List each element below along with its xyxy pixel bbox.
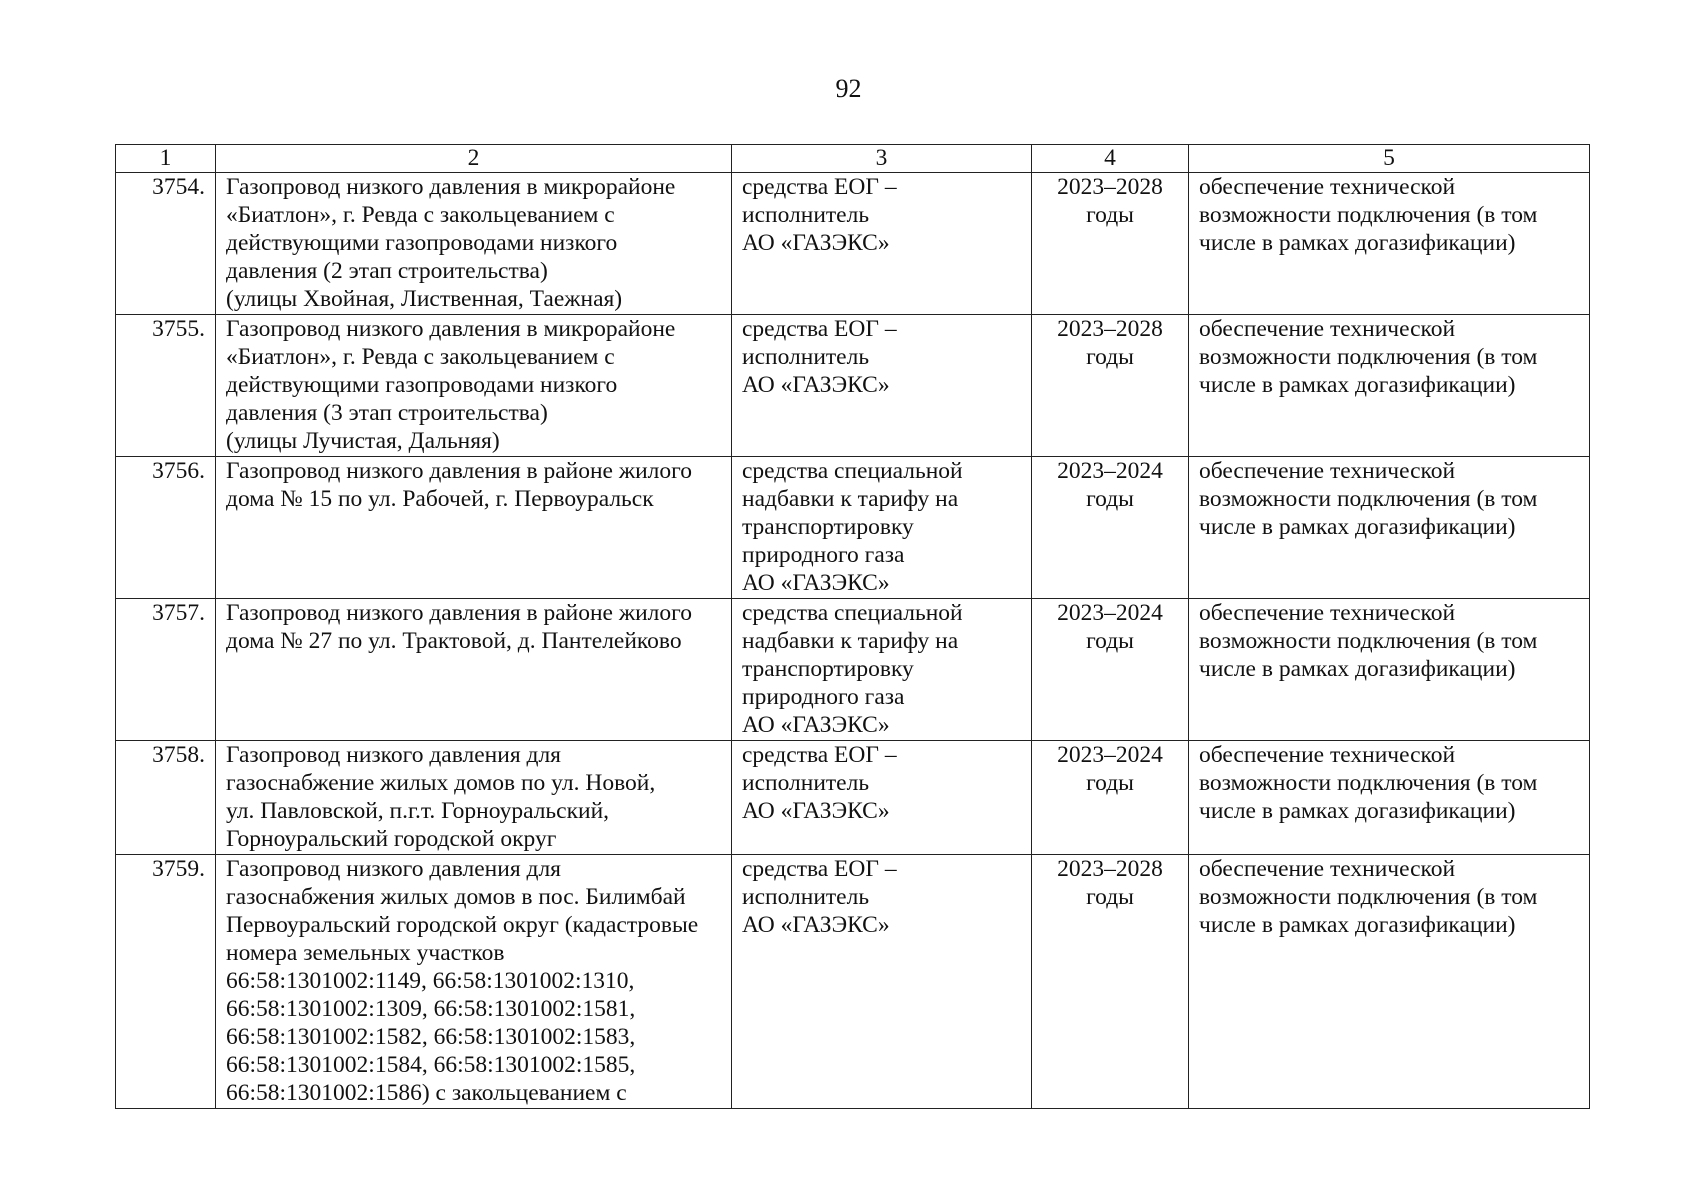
table-row: [116, 315, 1590, 457]
text-line: числе в рамках догазификации): [1199, 912, 1516, 938]
funding-source: [732, 855, 1032, 1109]
text-line: АО «ГАЗЭКС»: [742, 372, 890, 398]
text-line: 66:58:1301002:1584, 66:58:1301002:1585,: [226, 1052, 636, 1078]
column-header-4: 4: [1032, 145, 1189, 173]
text-line: дома № 27 по ул. Трактовой, д. Пантелейково: [226, 628, 682, 654]
text-line: АО «ГАЗЭКС»: [742, 798, 890, 824]
text-line: Газопровод низкого давления в районе жилого: [226, 600, 692, 626]
text-line: годы: [1086, 770, 1134, 796]
text-line: годы: [1086, 344, 1134, 370]
table-row: [116, 599, 1590, 741]
text-line: средства ЕОГ –: [742, 856, 897, 882]
implementation-period: [1032, 173, 1189, 315]
text-line: газоснабжение жилых домов по ул. Новой,: [226, 770, 656, 796]
text-line: действующими газопроводами низкого: [226, 372, 618, 398]
text-line: действующими газопроводами низкого: [226, 230, 618, 256]
text-line: средства специальной: [742, 458, 963, 484]
text-line: числе в рамках догазификации): [1199, 514, 1516, 540]
text-line: 66:58:1301002:1309, 66:58:1301002:1581,: [226, 996, 636, 1022]
text-line: ул. Павловской, п.г.т. Горноуральский,: [226, 798, 610, 824]
text-line: исполнитель: [742, 202, 870, 228]
purpose: [1189, 855, 1590, 1109]
text-line: «Биатлон», г. Ревда с закольцеванием с: [226, 202, 615, 228]
text-line: Газопровод низкого давления для: [226, 742, 561, 768]
row-number: 3758.: [116, 741, 216, 855]
text-line: числе в рамках догазификации): [1199, 656, 1516, 682]
text-line: возможности подключения (в том: [1199, 486, 1538, 512]
text-line: АО «ГАЗЭКС»: [742, 712, 890, 738]
text-line: средства ЕОГ –: [742, 742, 897, 768]
text-line: 2023–2028: [1057, 316, 1163, 342]
text-line: Газопровод низкого давления в районе жилого: [226, 458, 692, 484]
text-line: «Биатлон», г. Ревда с закольцеванием с: [226, 344, 615, 370]
purpose: [1189, 173, 1590, 315]
text-line: возможности подключения (в том: [1199, 628, 1538, 654]
purpose: [1189, 741, 1590, 855]
text-line: возможности подключения (в том: [1199, 344, 1538, 370]
table-header-row: [116, 145, 1590, 173]
text-line: обеспечение технической: [1199, 174, 1456, 200]
text-line: возможности подключения (в том: [1199, 202, 1538, 228]
text-line: исполнитель: [742, 884, 870, 910]
text-line: природного газа: [742, 684, 905, 710]
text-line: АО «ГАЗЭКС»: [742, 912, 890, 938]
implementation-period: [1032, 599, 1189, 741]
text-line: годы: [1086, 202, 1134, 228]
text-line: числе в рамках догазификации): [1199, 372, 1516, 398]
funding-source: [732, 315, 1032, 457]
purpose: [1189, 599, 1590, 741]
text-line: средства ЕОГ –: [742, 316, 897, 342]
implementation-period: [1032, 855, 1189, 1109]
column-header-2: 2: [216, 145, 732, 173]
text-line: Горноуральский городской округ: [226, 826, 557, 852]
object-description: [216, 315, 732, 457]
text-line: надбавки к тарифу на: [742, 486, 959, 512]
text-line: годы: [1086, 884, 1134, 910]
text-line: 66:58:1301002:1149, 66:58:1301002:1310,: [226, 968, 635, 994]
text-line: газоснабжения жилых домов в пос. Билимбай: [226, 884, 686, 910]
object-description: [216, 741, 732, 855]
text-line: исполнитель: [742, 770, 870, 796]
text-line: обеспечение технической: [1199, 856, 1456, 882]
object-description: [216, 173, 732, 315]
purpose: [1189, 315, 1590, 457]
text-line: 66:58:1301002:1586) с закольцеванием с: [226, 1080, 627, 1106]
text-line: обеспечение технической: [1199, 458, 1456, 484]
text-line: (улицы Хвойная, Лиственная, Таежная): [226, 286, 623, 312]
column-header-5: 5: [1189, 145, 1590, 173]
text-line: Газопровод низкого давления для: [226, 856, 561, 882]
text-line: 2023–2024: [1057, 458, 1163, 484]
text-line: 2023–2028: [1057, 174, 1163, 200]
implementation-period: [1032, 315, 1189, 457]
text-line: АО «ГАЗЭКС»: [742, 230, 890, 256]
funding-source: [732, 741, 1032, 855]
row-number: 3754.: [116, 173, 216, 315]
text-line: природного газа: [742, 542, 905, 568]
text-line: обеспечение технической: [1199, 316, 1456, 342]
text-line: средства ЕОГ –: [742, 174, 897, 200]
row-number: 3755.: [116, 315, 216, 457]
text-line: надбавки к тарифу на: [742, 628, 959, 654]
table-row: [116, 855, 1590, 1109]
text-line: 2023–2028: [1057, 856, 1163, 882]
object-description: [216, 855, 732, 1109]
funding-source: [732, 457, 1032, 599]
text-line: обеспечение технической: [1199, 600, 1456, 626]
text-line: годы: [1086, 486, 1134, 512]
text-line: дома № 15 по ул. Рабочей, г. Первоуральск: [226, 486, 654, 512]
text-line: средства специальной: [742, 600, 963, 626]
text-line: АО «ГАЗЭКС»: [742, 570, 890, 596]
text-line: годы: [1086, 628, 1134, 654]
text-line: Газопровод низкого давления в микрорайоне: [226, 316, 676, 342]
table-row: [116, 741, 1590, 855]
text-line: Газопровод низкого давления в микрорайоне: [226, 174, 676, 200]
page-number: 92: [835, 74, 862, 103]
text-line: обеспечение технической: [1199, 742, 1456, 768]
text-line: давления (3 этап строительства): [226, 400, 548, 426]
table-row: [116, 173, 1590, 315]
text-line: (улицы Лучистая, Дальняя): [226, 428, 500, 454]
text-line: номера земельных участков: [226, 940, 505, 966]
row-number: 3757.: [116, 599, 216, 741]
text-line: транспортировку: [742, 656, 914, 682]
text-line: возможности подключения (в том: [1199, 884, 1538, 910]
column-header-3: 3: [732, 145, 1032, 173]
text-line: возможности подключения (в том: [1199, 770, 1538, 796]
investment-table: [115, 144, 1590, 1109]
text-line: исполнитель: [742, 344, 870, 370]
table-row: [116, 457, 1590, 599]
text-line: 2023–2024: [1057, 742, 1163, 768]
text-line: 2023–2024: [1057, 600, 1163, 626]
purpose: [1189, 457, 1590, 599]
text-line: 66:58:1301002:1582, 66:58:1301002:1583,: [226, 1024, 636, 1050]
implementation-period: [1032, 741, 1189, 855]
text-line: давления (2 этап строительства): [226, 258, 548, 284]
text-line: числе в рамках догазификации): [1199, 230, 1516, 256]
row-number: 3759.: [116, 855, 216, 1109]
row-number: 3756.: [116, 457, 216, 599]
funding-source: [732, 599, 1032, 741]
funding-source: [732, 173, 1032, 315]
column-header-1: 1: [116, 145, 216, 173]
object-description: [216, 599, 732, 741]
object-description: [216, 457, 732, 599]
text-line: транспортировку: [742, 514, 914, 540]
text-line: Первоуральский городской округ (кадастровые: [226, 912, 699, 938]
implementation-period: [1032, 457, 1189, 599]
text-line: числе в рамках догазификации): [1199, 798, 1516, 824]
